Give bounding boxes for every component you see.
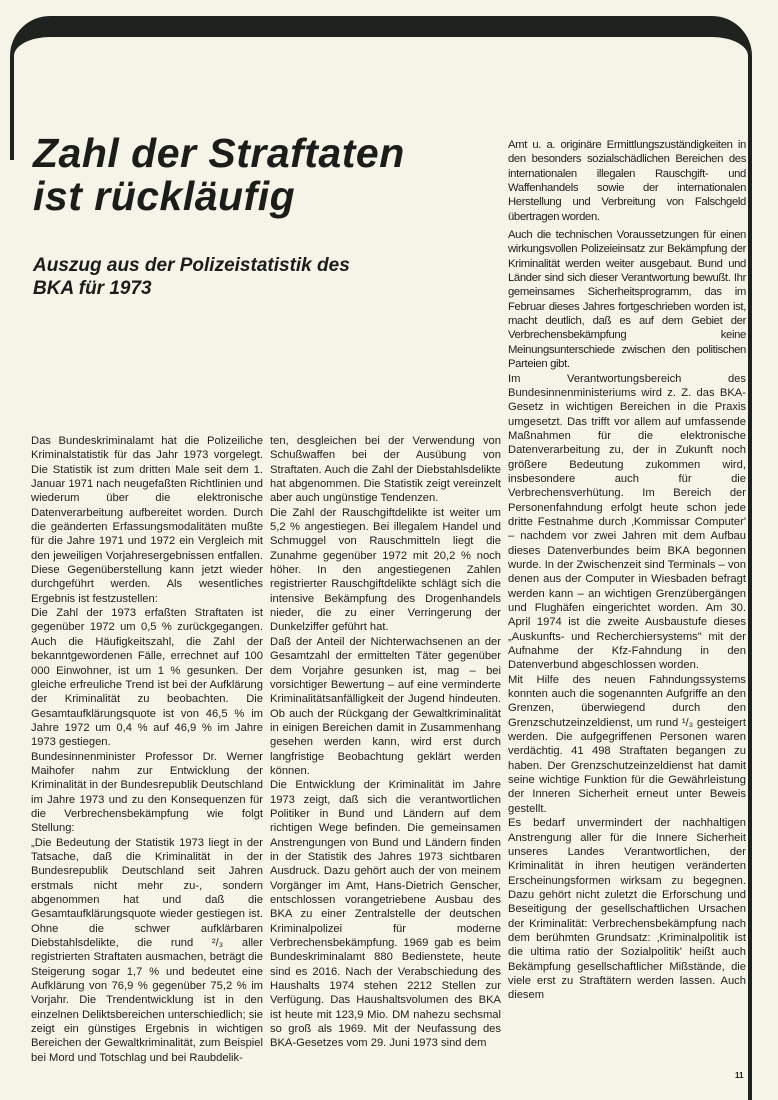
title-line-2: ist rückläufig <box>33 173 296 219</box>
paragraph: Auch die technischen Voraussetzungen für einen wirkungsvollen Polizeieinsatz zur Bekämpfung der Kriminalität werden weiter ausgebaut. Bund und Länder sind sich dieser Verantwortung bewußt. Ihr gemeinsames Sicherheitsprogramm, das im Februar dieses Jahres fortgeschrieben worden ist, macht deutlich, daß es auf dem Gebiet der Verbrechensbekämpfung keine Meinungsunterschiede zwischen den politischen Parteien gibt. <box>508 229 746 371</box>
header-bar-frame <box>10 16 752 136</box>
paragraph: Die Entwicklung der Kriminalität im Jahre 1973 zeigt, daß sich die verantwortlichen Politiker in Bund und Ländern auf dem richtigen Wege befinden. Die gemeinsamen Anstrengungen von Bund und Ländern finden in der Statistik des Jahres 1973 sichtbaren Ausdruck. Dazu gehört auch der von meinem Vorgänger im Amt, Hans-Dietrich Genscher, entschlossen vorangetriebene Ausbau des BKA zu einer Zentralstelle der deutschen Kriminalpolizei für moderne Verbrechensbekämpfung. 1969 gab es beim Bundeskriminalamt 880 Bedienstete, heute sind es 2016. Nach der Verabschiedung des Haushalts 1974 stehen 2212 Stellen zur Verfügung. Das Haushaltsvolumen des BKA ist heute mit 123,9 Mio. DM nahezu sechsmal so groß als 1969. Mit der Neufassung des BKA-Gesetzes vom 29. Juni 1973 sind dem <box>270 779 501 1050</box>
frame-left-border <box>10 120 14 160</box>
article-subtitle <box>33 254 350 300</box>
paragraph: ten, desgleichen bei der Verwendung von Schußwaffen bei der Ausübung von Straftaten. Auch die Zahl der Diebstahlsdelikte hat abgenommen. Die Statistik zeigt vereinzelt aber auch ungünstige Tendenzen. <box>270 435 501 505</box>
article-title <box>33 132 405 218</box>
paragraph: „Die Bedeutung der Statistik 1973 liegt in der Tatsache, daß die Kriminalität in der Bundesrepublik Deutschland seit Jahren erstmals nicht mehr zu-, sondern abgenommen hat und daß die Gesamtaufklärungsquote wieder gestiegen ist. Ohne die schwer aufklärbaren Diebstahlsdelikte, die rund ²/₃ aller registrierten Straftaten ausmachen, beträgt die Steigerung sogar 1,7 % und bedeutet eine Aufklärung von 76,9 % gegenüber 75,2 % im Vorjahr. Die Trendentwicklung ist in den einzelnen Deliktsbereichen unterschiedlich; sie zeigt ein günstiges Ergebnis in wichtigen Bereichen der Gewaltkriminalität, zum Beispiel bei Mord und Totschlag und bei Raubdelik- <box>31 836 263 1064</box>
paragraph: Die Zahl der Rauschgiftdelikte ist weiter um 5,2 % angestiegen. Bei illegalem Handel und Schmuggel von Rauschmitteln liegt die Zunahme gegenüber 1972 mit 20,2 % noch höher. In den angestiegenen Zahlen registrierter Rauschgiftdelikte schlägt sich die intensive Bekämpfung des Drogenhandels nieder, die zu einer Verringerung der Dunkelziffer geführt hat. <box>270 506 501 634</box>
paragraph: Im Verantwortungsbereich des Bundesinnenministeriums wird z. Z. das BKA-Gesetz in wichtigen Bereichen in die Praxis umgesetzt. Das trifft vor allem auf umfassende Maßnahmen für die elektronische Datenverarbeitung zu, der in Zukunft noch größere Bedeutung zukommen wird, insbesondere auch für die Verbrechensverhütung. Im Bereich der Personenfahndung erfolgt heute schon jede dritte Festnahme durch ‚Kommissar Computer' – nachdem vor zwei Jahren mit dem Aufbau dieses Datenverbundes beim BKA begonnen wurde. In der Zwischenzeit sind Terminals – von denen aus der Computer in Wiesbaden befragt werden kann – an wichtigen Grenzübergängen und Flughäfen eingerichtet worden. Am 30. April 1974 ist die zweite Ausbaustufe dieses „Auskunfts- und Recherchiersystems" mit der Aufnahme der Kfz-Fahndung in den Datenverbund abgeschlossen worden. <box>508 372 746 672</box>
title-line-1: Zahl der Straftaten <box>33 130 405 176</box>
column-3 <box>508 138 746 1003</box>
column-1 <box>31 434 263 1065</box>
paragraph: Bundesinnenminister Professor Dr. Werner Maihofer nahm zur Entwicklung der Kriminalität in der Bundesrepublik Deutschland im Jahre 1973 und zu den Konsequenzen für die Verbrechensbekämpfung wie folgt Stellung: <box>31 750 263 835</box>
subtitle-line-1: Auszug aus der Polizeistatistik des <box>33 255 350 276</box>
page-number: 11 <box>735 1071 744 1080</box>
paragraph: Amt u. a. originäre Ermittlungszuständigkeiten in den besonders sozialschädlichen Bereichen des internationalen illegalen Rauschgift- und Waffenhandels sowie der internationalen Herstellung und Verbreitung von Falschgeld übertragen worden. <box>508 139 746 223</box>
paragraph: Die Zahl der 1973 erfaßten Straftaten ist gegenüber 1972 um 0,5 % zurückgegangen. Auch die Häufigkeitszahl, die Zahl der bekanntgewordenen Fälle, errechnet auf 100 000 Einwohner, ist um 1 % gesunken. Der gleiche erfreuliche Trend ist bei der Aufklärung der Kriminalität zu beobachten. Die Gesamtaufklärungsquote ist von 46,5 % im Jahre 1972 um 0,4 % auf 46,9 % im Jahre 1973 gestiegen. <box>31 607 263 749</box>
paragraph: Das Bundeskriminalamt hat die Polizeiliche Kriminalstatistik für das Jahr 1973 vorgelegt. Die Statistik ist zum dritten Male seit dem 1. Januar 1971 nach neugefaßten Richtlinien und wiederum über die elektronische Datenverarbeitung aufbereitet worden. Durch die geänderten Erfassungsmodalitäten mußte für die Jahre 1971 und 1972 ein Vergleich mit den jeweiligen Vorjahresergebnissen entfallen. Diese Gegenüberstellung kann jetzt wieder durchgeführt werden. Als wesentliches Ergebnis ist festzustellen: <box>31 435 263 605</box>
paragraph: Daß der Anteil der Nichterwachsenen an der Gesamtzahl der ermittelten Täter gegenüber dem Vorjahre gesunken ist, mag – bei vorsichtiger Bewertung – auf eine verminderte Kriminalitätsanfälligkeit der Jugend hindeuten. Ob auch der Rückgang der Gewaltkriminalität in einigen Bereichen damit in Zusammenhang gesehen werden kann, wird erst durch langfristige Beobachtung geklärt werden können. <box>270 635 501 777</box>
paragraph: Mit Hilfe des neuen Fahndungssystems konnten auch die sogenannten Aufgriffe an den Grenzen, überwiegend durch den Grenzschutzeinzeldienst, um rund ¹/₃ gesteigert werden. Die aufgegriffenen Personen waren verdächtig. 41 498 Straftaten begangen zu haben. Der Grenzschutzeinzeldienst hat damit seine wichtige Funktion für die Gewährleistung der Inneren Sicherheit erneut unter Beweis gestellt. <box>508 673 746 815</box>
frame-right-border <box>748 120 752 1100</box>
paragraph: Es bedarf unvermindert der nachhaltigen Anstrengung aller für die Innere Sicherheit unseres Landes Verantwortlichen, der Kriminalität in ihren heutigen veränderten Erscheinungsformen wirksam zu begegnen. Dazu gehört nicht zuletzt die Erforschung und Beseitigung der gesellschaftlichen Ursachen der Kriminalität: Verbrechensbekämpfung nach dem berühmten Grundsatz: ‚Kriminalpolitik ist die ultima ratio der Sozialpolitik' heißt auch Bekämpfung gesellschaftlicher Mißstände, die viele erst zu Straftätern werden lassen. Auch diesem <box>508 817 746 1002</box>
subtitle-line-2: BKA für 1973 <box>33 278 152 299</box>
column-2 <box>270 434 501 1051</box>
